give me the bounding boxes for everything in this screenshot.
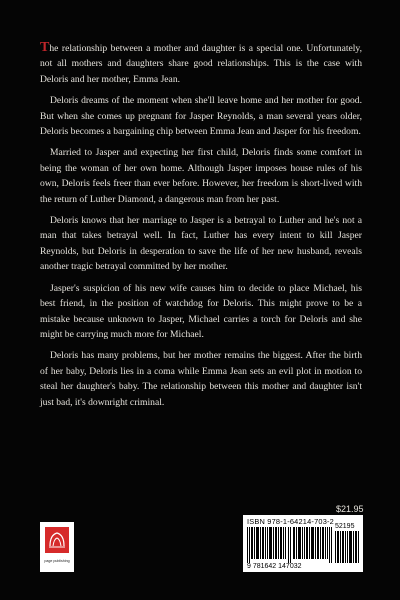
drop-cap: T	[40, 40, 50, 55]
blurb-paragraph-3: Married to Jasper and expecting her first child, Deloris finds some comfort in being the woman of her own home. Although Jasper imposes house rules of his own, Deloris feels freer than ever before. However, her freedom is short-lived with the return of Luther Diamond, a dangerous man from her past.	[40, 147, 362, 205]
barcode-bars-icon	[247, 527, 332, 563]
publisher-name: page publishing	[44, 559, 70, 563]
blurb-paragraph-6: Deloris has many problems, but her mother remains the biggest. After the birth of her baby, Deloris lies in a coma while Emma Jean sets an evil plot in motion to steal her daughter's baby. The relationship between this mother and daughter isn't just bad, it's downright criminal.	[40, 350, 362, 408]
barcode-digits: 9 781642 147032	[247, 563, 302, 570]
blurb-paragraph-1	[40, 40, 362, 87]
blurb-paragraph-2: Deloris dreams of the moment when she'll leave home and her mother for good. But when she comes up pregnant for Jasper Reynolds, a man several years older, Deloris becomes a bargaining chip between Emma Jean and Jasper for his freedom.	[40, 95, 362, 138]
blurb-paragraph-5: Jasper's suspicion of his new wife causes him to decide to place Michael, his best friend, in the position of watchdog for Deloris. This might prove to be a mistake because unknown to Jasper, Michael carries a torch for Deloris and she might be carrying much more for Michael.	[40, 282, 362, 340]
isbn-barcode	[243, 515, 363, 572]
blurb-paragraph-4: Deloris knows that her marriage to Jasper is a betrayal to Luther and he's not a man that takes betrayal well. In fact, Luther has every intent to kill Jasper Reynolds, but Deloris in desperation to save the life of her new husband, reveals another tragic betrayal committed by her mother.	[40, 215, 362, 273]
publisher-logo	[40, 522, 74, 572]
isbn-text: ISBN 978-1-64214-703-2	[247, 517, 334, 526]
back-cover-blurb	[40, 40, 362, 416]
price-label: $21.95	[336, 504, 364, 514]
addon-bars-icon	[335, 531, 359, 563]
barcode-addon-text: 52195	[335, 523, 355, 530]
blurb-paragraph-1-text: he relationship between a mother and daughter is a special one. Unfortunately, not all mothers and daughters share good relationships. This is the case with Deloris and her mother, Emma Jean.	[40, 43, 362, 85]
publisher-mark-icon	[45, 527, 69, 553]
